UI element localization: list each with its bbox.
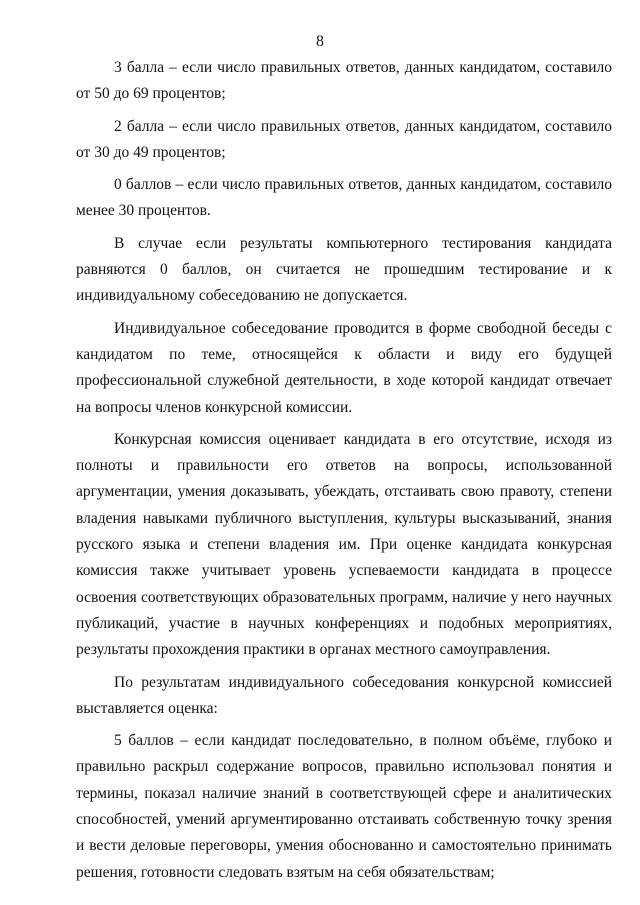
paragraph-interview-scoring-intro: По результатам индивидуального собеседования конкурсной комиссией выставляется оценка: bbox=[76, 673, 612, 717]
paragraph-interview-score-5: 5 баллов – если кандидат последовательно, в полном объёме, глубоко и правильно раскрыл содержание вопросов, правильно использовал понятия и термины, показал наличие знаний в соответствующей сфере и аналитических способностей, умений аргументированно отстаивать собственную точку зрения и вести деловые переговоры, умения обоснованно и самостоятельно принимать решения, готовности следовать взятым на себя обязательствам; bbox=[76, 732, 612, 881]
paragraph-score-0: 0 баллов – если число правильных ответов, данных кандидатом, составило менее 30 процентов. bbox=[76, 176, 612, 220]
document-body bbox=[76, 55, 612, 892]
paragraph-interview-format: Индивидуальное собеседование проводится в форме свободной беседы с кандидатом по теме, относящейся к области и виду его будущей профессиональной служебной деятельности, в ходе которой кандидат отвечает на вопросы членов конкурсной комиссии. bbox=[76, 319, 612, 416]
paragraph-zero-score-rule: В случае если результаты компьютерного тестирования кандидата равняются 0 баллов, он считается не прошедшим тестирование и к индивидуальному собеседованию не допускается. bbox=[76, 234, 612, 305]
page-number: 8 bbox=[316, 33, 324, 50]
paragraph-score-2: 2 балла – если число правильных ответов, данных кандидатом, составило от 30 до 49 процентов; bbox=[76, 117, 612, 161]
paragraph-score-3: 3 балла – если число правильных ответов, данных кандидатом, составило от 50 до 69 процентов; bbox=[76, 59, 612, 103]
paragraph-commission-evaluation: Конкурсная комиссия оценивает кандидата в его отсутствие, исходя из полноты и правильности его ответов на вопросы, использованной аргументации, умения доказывать, убеждать, отстаивать свою правоту, степени владения навыками публичного выступления, культуры высказываний, знания русского языка и степени владения им. При оценке кандидата конкурсная комиссия также учитывает уровень успеваемости кандидата в процессе освоения соответствующих образовательных программ, наличие у него научных публикаций, участие в научных конференциях и подобных мероприятиях, результаты прохождения практики в органах местного самоуправления. bbox=[76, 430, 612, 659]
